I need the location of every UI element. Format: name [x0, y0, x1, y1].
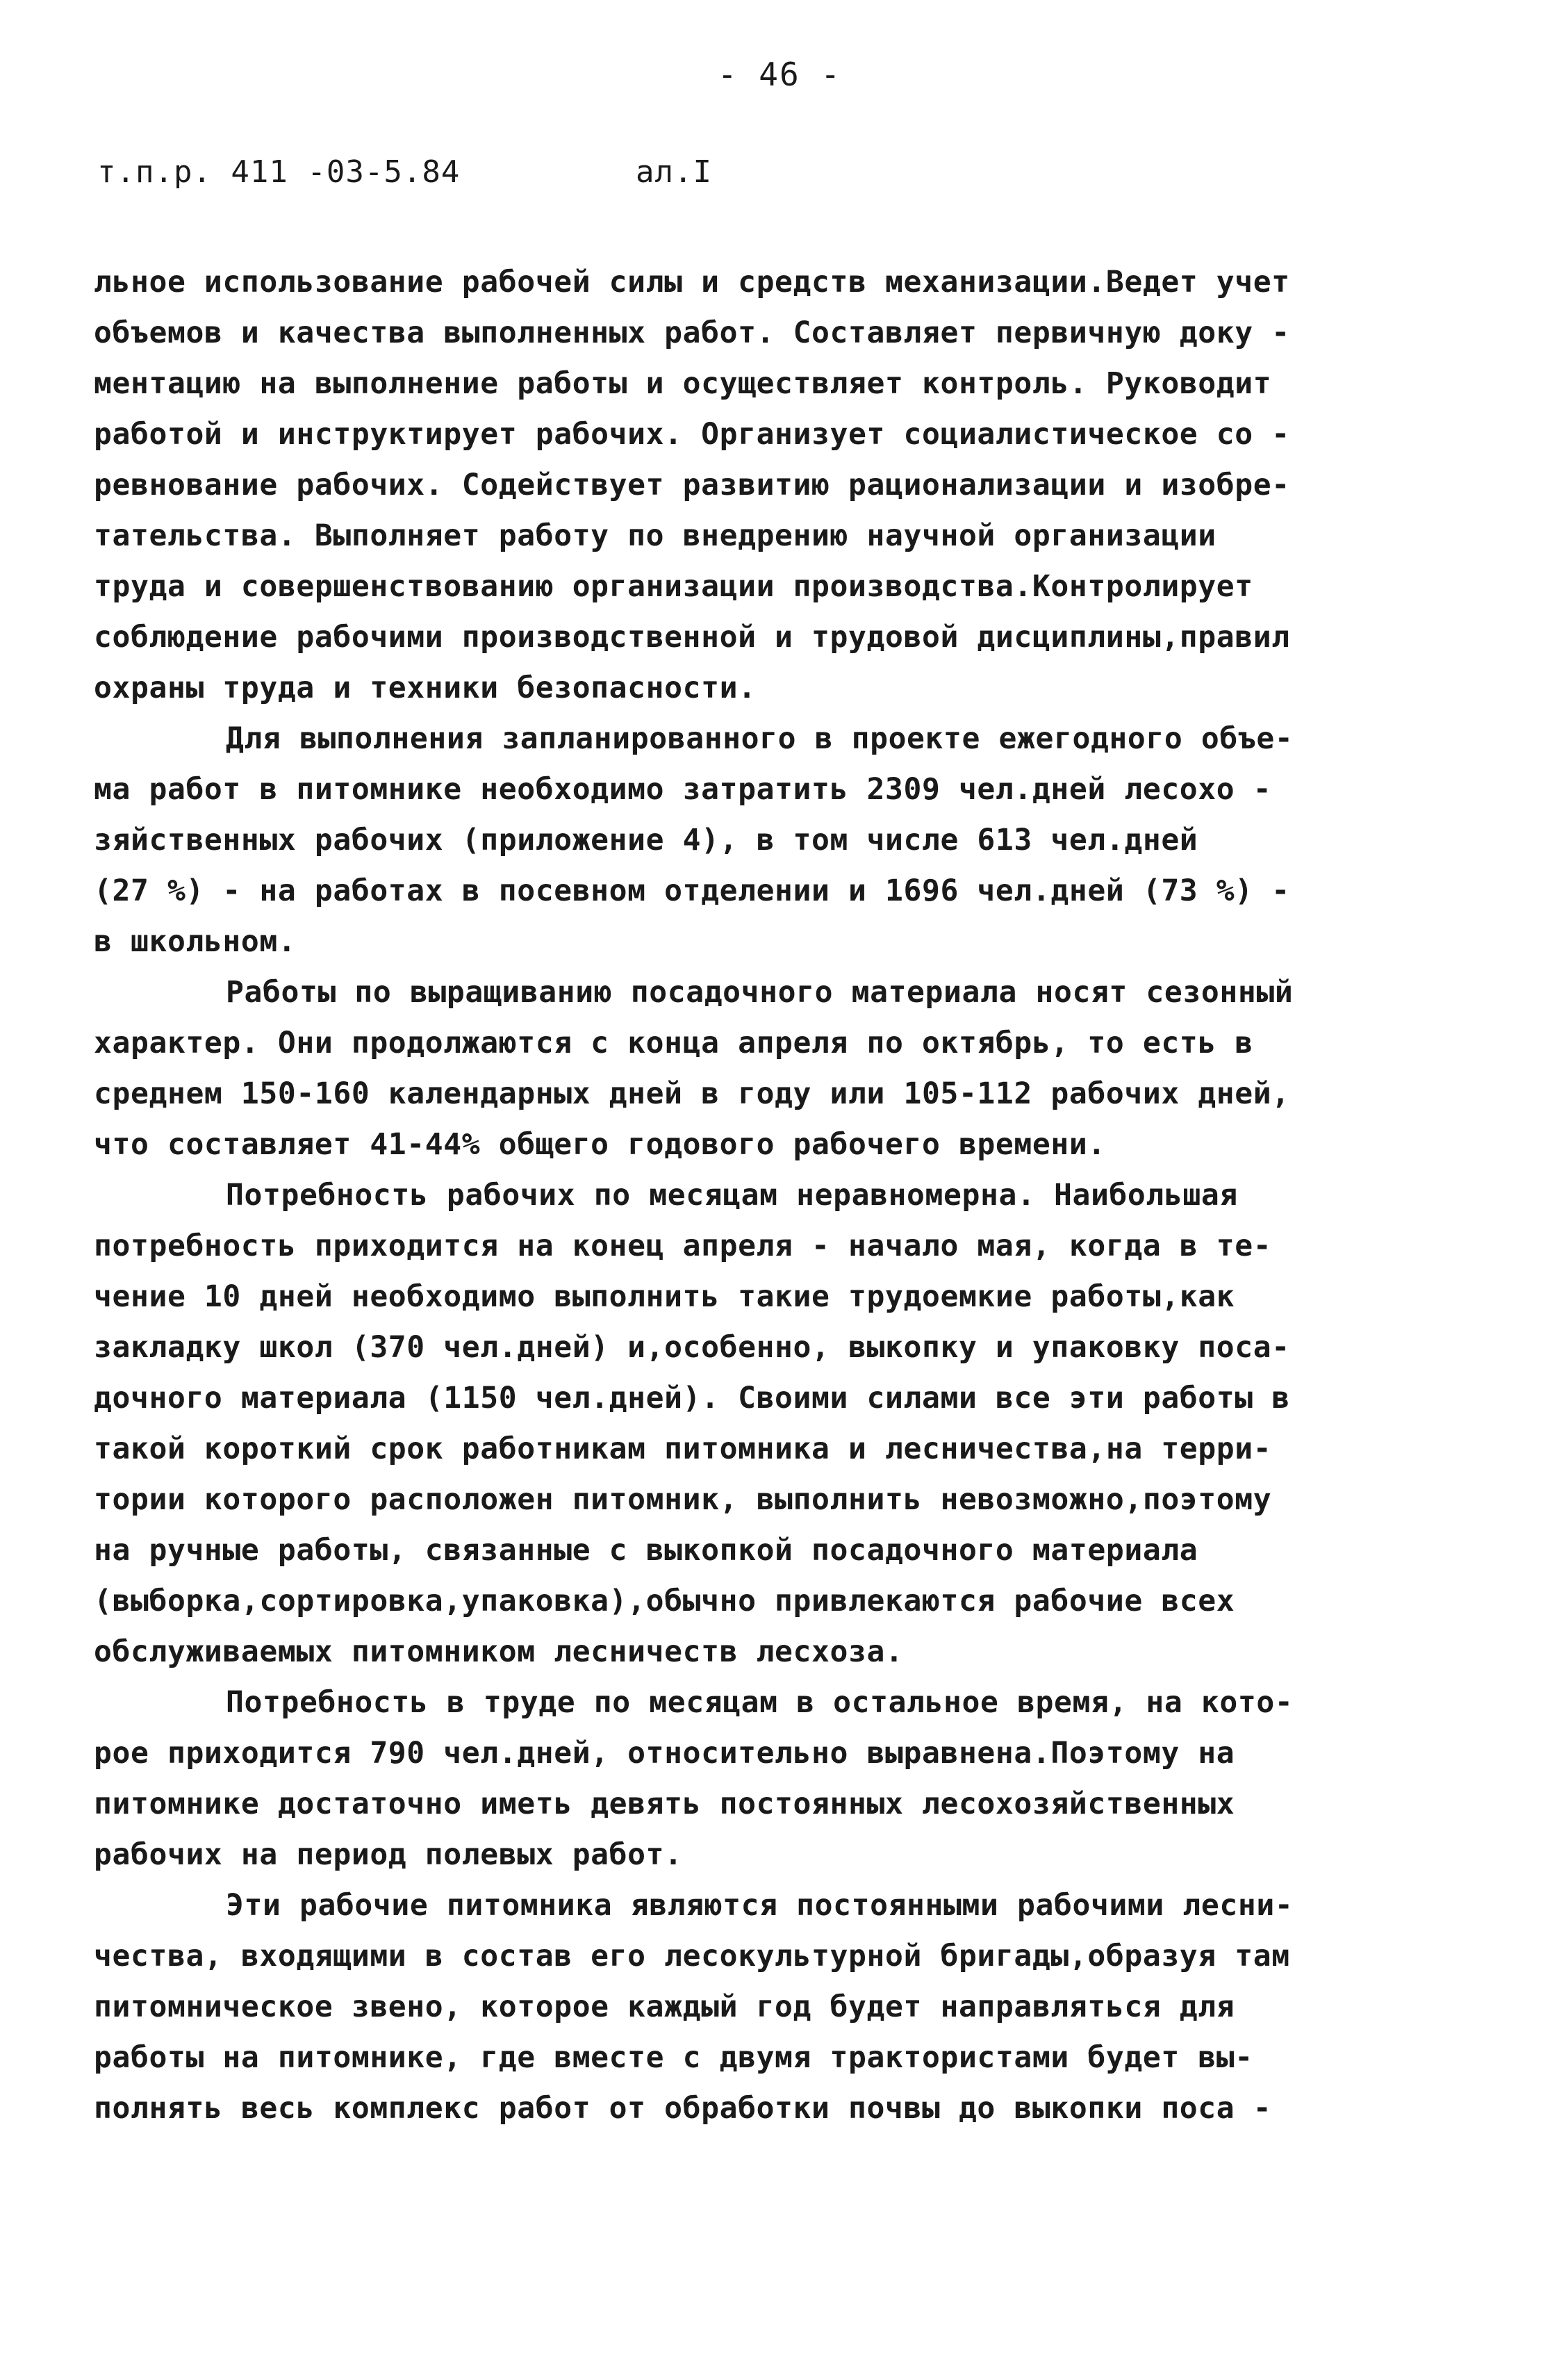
text-line: характер. Они продолжаются с конца апреля по октябрь, то есть в [94, 1026, 1253, 1060]
text-line: закладку школ (370 чел.дней) и,особенно, выкопку и упаковку поса- [94, 1330, 1290, 1365]
text-line: Для выполнения запланированного в проекте ежегодного объе- [226, 721, 1294, 756]
text-line: ревнование рабочих. Содействует развитию рационализации и изобре- [94, 468, 1290, 502]
text-line: дочного материала (1150 чел.дней). Своими силами все эти работы в [94, 1381, 1290, 1415]
text-line: рое приходится 790 чел.дней, относительно выравнена.Поэтому на [94, 1736, 1235, 1771]
text-line: льное использование рабочей силы и средств механизации.Ведет учет [94, 265, 1290, 299]
text-line: питомнике достаточно иметь девять постоянных лесохозяйственных [94, 1787, 1235, 1821]
text-line: чества, входящими в состав его лесокультурной бригады,образуя там [94, 1939, 1290, 1973]
text-line: объемов и качества выполненных работ. Составляет первичную доку - [94, 315, 1290, 350]
text-line: тательства. Выполняет работу по внедрению научной организации [94, 518, 1216, 553]
document-code: т.п.р. 411 -03-5.84 [97, 154, 461, 190]
text-line: полнять весь комплекс работ от обработки почвы до выкопки поса - [94, 2091, 1272, 2126]
text-line: чение 10 дней необходимо выполнить такие трудоемкие работы,как [94, 1279, 1235, 1314]
text-line: (27 %) - на работах в посевном отделении и 1696 чел.дней (73 %) - [94, 873, 1290, 908]
text-line: что составляет 41-44% общего годового рабочего времени. [94, 1127, 1106, 1162]
sheet-label: ал.I [636, 154, 712, 190]
page-number: - 46 - [717, 56, 842, 93]
text-line: труда и совершенствованию организации производства.Контролирует [94, 569, 1253, 604]
text-line: Эти рабочие питомника являются постоянными рабочими лесни- [226, 1888, 1294, 1923]
text-line: работы на питомнике, где вместе с двумя трактористами будет вы- [94, 2040, 1253, 2075]
text-line: работой и инструктирует рабочих. Организует социалистическое со - [94, 417, 1290, 452]
text-line: охраны труда и техники безопасности. [94, 671, 757, 705]
text-line: ментацию на выполнение работы и осуществляет контроль. Руководит [94, 366, 1272, 401]
text-line: ма работ в питомнике необходимо затратить 2309 чел.дней лесохо - [94, 772, 1272, 807]
body-text [94, 257, 1490, 2134]
text-line: рабочих на период полевых работ. [94, 1837, 683, 1872]
text-line: Потребность в труде по месяцам в остальное время, на кото- [226, 1685, 1294, 1720]
text-line: тории которого расположен питомник, выполнить невозможно,поэтому [94, 1482, 1272, 1517]
text-line: питомническое звено, которое каждый год будет направляться для [94, 1989, 1235, 2024]
text-line: на ручные работы, связанные с выкопкой посадочного материала [94, 1533, 1198, 1568]
text-line: Работы по выращиванию посадочного материала носят сезонный [226, 975, 1294, 1010]
text-line: (выборка,сортировка,упаковка),обычно привлекаются рабочие всех [94, 1584, 1235, 1618]
text-line: зяйственных рабочих (приложение 4), в том числе 613 чел.дней [94, 823, 1198, 857]
text-line: Потребность рабочих по месяцам неравномерна. Наибольшая [226, 1178, 1238, 1213]
text-line: такой короткий срок работникам питомника и лесничества,на терри- [94, 1431, 1272, 1466]
text-line: соблюдение рабочими производственной и трудовой дисциплины,правил [94, 620, 1290, 655]
text-line: обслуживаемых питомником лесничеств лесхоза. [94, 1634, 904, 1669]
text-line: в школьном. [94, 924, 297, 959]
text-line: среднем 150-160 календарных дней в году или 105-112 рабочих дней, [94, 1076, 1290, 1111]
text-line: потребность приходится на конец апреля - начало мая, когда в те- [94, 1229, 1272, 1263]
